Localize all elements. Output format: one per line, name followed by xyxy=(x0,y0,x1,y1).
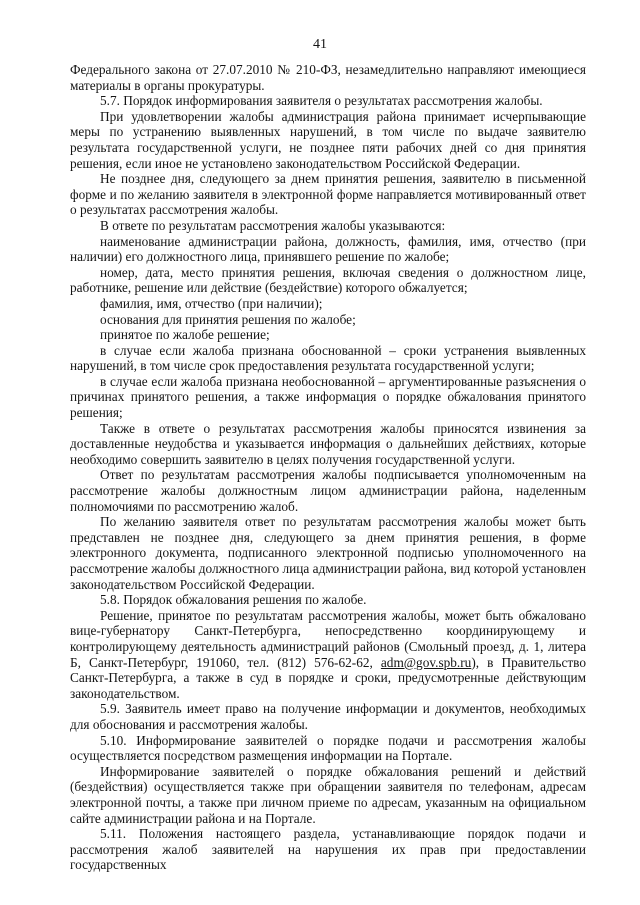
paragraph-group-top xyxy=(70,62,586,608)
paragraph: Информирование заявителей о порядке обжалования решений и действий (бездействия) осуществляется также при обращении заявителя по телефонам, адресам электронной почты, а также при личном приеме по адресам, указанным на официальном сайте администрации района и на Портале. xyxy=(70,763,586,826)
email-link[interactable]: adm@gov.spb.ru xyxy=(380,654,472,670)
paragraph: Также в ответе о результатах рассмотрения жалобы приносятся извинения за доставленные неудобства и указывается информация о дальнейших действиях, которые необходимо совершить заявителю в целях получения государственной услуги. xyxy=(70,420,586,467)
document-body xyxy=(70,62,586,873)
paragraph: в случае если жалоба признана необоснованной – аргументированные разъяснения о причинах принятого решения, а также информация о порядке обжалования принятого решения; xyxy=(70,373,586,421)
paragraph: 5.9. Заявитель имеет право на получение информации и документов, необходимых для обоснования и рассмотрения жалобы. xyxy=(70,701,586,732)
paragraph: 5.7. Порядок информирования заявителя о результатах рассмотрения жалобы. xyxy=(100,93,543,109)
paragraph: в случае если жалоба признана обоснованной – сроки устранения выявленных нарушений, в том числе срок предоставления результата государственной услуги; xyxy=(70,342,586,374)
paragraph: Ответ по результатам рассмотрения жалобы подписывается уполномоченным на рассмотрение жалобы должностным лицом администрации района, наделенным полномочиями по рассмотрению жалоб. xyxy=(70,467,586,514)
paragraph: При удовлетворении жалобы администрация района принимает исчерпывающие меры по устранению выявленных нарушений, в том числе по выдаче заявителю результата государственной услуги, не позднее пяти рабочих дней со дня принятия решения, если иное не установлено законодательством Российской Федерации. xyxy=(70,108,586,171)
page-number: 41 xyxy=(313,37,327,52)
paragraph: наименование администрации района, должность, фамилия, имя, отчество (при наличии) его должностного лица, принявшего решение по жалобе; xyxy=(70,233,586,265)
paragraph: 5.8. Порядок обжалования решения по жалобе. xyxy=(100,592,367,608)
paragraph: Не позднее дня, следующего за днем принятия решения, заявителю в письменной форме и по желанию заявителя в электронной форме направляется мотивированный ответ о результатах рассмотрения жалобы. xyxy=(70,171,586,218)
paragraph: В ответе по результатам рассмотрения жалобы указываются: xyxy=(100,217,446,233)
paragraph: номер, дата, место принятия решения, включая сведения о должностном лице, работнике, решение или действие (бездействие) которого обжалуется; xyxy=(70,264,586,296)
paragraph: Федерального закона от 27.07.2010 № 210-ФЗ, незамедлительно направляют имеющиеся материалы в органы прокуратуры. xyxy=(70,62,586,93)
paragraph-appeal xyxy=(70,608,586,702)
paragraph-group-bottom xyxy=(70,701,586,873)
appeal-text-before-link: Решение, принятое по результатам рассмотрения жалобы, может быть обжаловано вице-губернатору Санкт-Петербурга, непосредственно координирующему и контролирующему деятельность администраций районов (Смольный проезд, д. 1, литера Б, Санкт-Петербург, 191060, тел. (812) 576-62-62, xyxy=(70,607,586,670)
paragraph: По желанию заявителя ответ по результатам рассмотрения жалобы может быть представлен не позднее дня, следующего за днем принятия решения, в форме электронного документа, подписанного электронной подписью уполномоченного на рассмотрение жалобы должностного лица администрации района, вид которой установлен законодательством Российской Федерации. xyxy=(70,514,586,592)
paragraph: принятое по жалобе решение; xyxy=(100,327,270,343)
paragraph: основания для принятия решения по жалобе; xyxy=(100,311,356,327)
appeal-text-after-link: ), в Правительство Санкт-Петербурга, а также в суд в порядке и сроки, предусмотренные действующим законодательством. xyxy=(70,654,587,701)
paragraph: фамилия, имя, отчество (при наличии); xyxy=(100,295,323,311)
paragraph: 5.10. Информирование заявителей о порядке подачи и рассмотрения жалобы осуществляется посредством размещения информации на Портале. xyxy=(70,732,586,764)
paragraph: 5.11. Положения настоящего раздела, устанавливающие порядок подачи и рассмотрения жалоб заявителей на нарушения их прав при предоставлении государственных xyxy=(70,826,586,873)
